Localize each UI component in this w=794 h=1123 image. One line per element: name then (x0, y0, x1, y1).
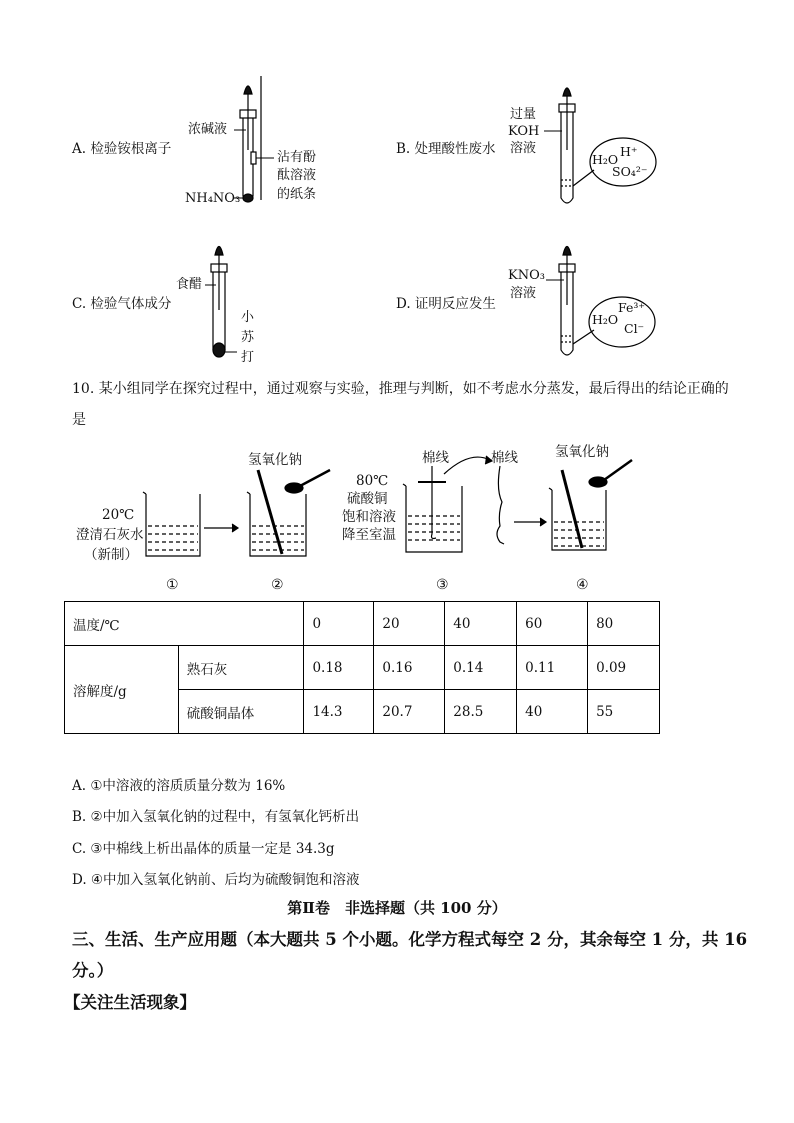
beaker1-label-solution: 澄清石灰水 (76, 527, 144, 543)
solid-label-a: NH₄NO₃ (185, 191, 241, 206)
table-cell: 80 (588, 602, 660, 646)
beaker3-label-1: 硫酸铜 (347, 491, 388, 507)
part2-title: 第Ⅱ卷 非选择题（共 100 分） (287, 899, 507, 917)
ion-label-d2: H₂O (592, 312, 619, 327)
naoh-label-2: 氢氧化钠 (555, 444, 609, 460)
solubility-table (64, 601, 660, 734)
reagent-label-b3: 溶液 (510, 141, 537, 156)
table-cell: 28.5 (445, 690, 517, 734)
table-cell: 0 (304, 602, 374, 646)
naoh-label-1: 氢氧化钠 (248, 452, 302, 468)
table-row (65, 602, 660, 646)
substance-name: 熟石灰 (178, 646, 304, 690)
q9-option-c[interactable]: C. 检验气体成分 (72, 296, 172, 312)
q10-option-a[interactable]: A. ①中溶液的溶质质量分数为 16% (72, 778, 286, 794)
q9-figures (0, 0, 794, 380)
table-cell: 0.16 (374, 646, 445, 690)
test-tube-b (559, 88, 656, 203)
reagent-label-d2: 溶液 (510, 286, 537, 301)
section3-heading-line1: 三、生活、生产应用题（本大题共 5 个小题。化学方程式每空 2 分，其余每空 1 分，共 16 (72, 930, 748, 949)
reagent-label-a: 浓碱液 (188, 122, 228, 137)
cotton-label-1: 棉线 (422, 450, 449, 466)
table-cell: 0.14 (445, 646, 517, 690)
table-cell: 0.11 (517, 646, 588, 690)
solid-label-c3: 打 (241, 350, 255, 365)
table-cell: 0.18 (304, 646, 374, 690)
reagent-label-d1: KNO₃ (508, 268, 545, 283)
ion-label-b2: H₂O (592, 152, 619, 167)
q9-option-b[interactable]: B. 处理酸性废水 (396, 141, 496, 157)
beaker3-label-3: 降至室温 (342, 527, 396, 543)
q10-stem-line2: 是 (72, 412, 86, 428)
beaker-3 (406, 486, 462, 552)
beaker3-label-2: 饱和溶液 (342, 509, 396, 525)
table-cell: 40 (517, 690, 588, 734)
q9-option-a[interactable]: A. 检验铵根离子 (72, 141, 172, 157)
beaker1-label-temp: 20℃ (102, 507, 135, 523)
reagent-label-b2: KOH (508, 124, 540, 139)
q10-option-c[interactable]: C. ③中棉线上析出晶体的质量一定是 34.3g (72, 841, 335, 857)
step-number-1: ① (166, 577, 179, 593)
table-cell: 14.3 (304, 690, 374, 734)
temp-header: 温度/℃ (65, 602, 304, 646)
beaker3-label-temp: 80℃ (356, 473, 389, 489)
reagent-label-c: 食醋 (176, 277, 203, 292)
q9-option-d[interactable]: D. 证明反应发生 (396, 296, 496, 312)
beaker-1 (146, 494, 200, 556)
table-cell: 60 (517, 602, 588, 646)
beaker1-label-note: （新制） (84, 547, 138, 563)
ion-label-d1: Fe³⁺ (618, 300, 645, 315)
section3-heading-line2: 分。） (72, 961, 114, 980)
step-number-4: ④ (576, 577, 589, 593)
cotton-label-2: 棉线 (491, 450, 518, 466)
table-cell: 0.09 (588, 646, 660, 690)
step-number-3: ③ (436, 577, 449, 593)
ion-label-b3: SO₄²⁻ (612, 164, 648, 179)
table-row (65, 646, 660, 690)
table-cell: 40 (445, 602, 517, 646)
table-cell: 20.7 (374, 690, 445, 734)
solid-label-c2: 苏 (241, 330, 255, 345)
table-cell: 55 (588, 690, 660, 734)
test-tube-c (211, 247, 227, 358)
q10-option-b[interactable]: B. ②中加入氢氧化钠的过程中，有氢氧化钙析出 (72, 809, 360, 825)
solid-label-c1: 小 (241, 310, 255, 325)
q10-option-d[interactable]: D. ④中加入氢氧化钠前、后均为硫酸铜饱和溶液 (72, 872, 360, 888)
subsection-heading: 【关注生活现象】 (64, 993, 196, 1012)
paper-label-a3: 的纸条 (277, 187, 317, 202)
reagent-label-b1: 过量 (510, 107, 537, 122)
ion-label-b1: H⁺ (620, 144, 638, 159)
test-tube-a (240, 76, 261, 202)
beaker-2 (250, 494, 306, 556)
substance-name: 硫酸铜晶体 (178, 690, 304, 734)
ion-label-d3: Cl⁻ (624, 321, 645, 336)
solubility-header: 溶解度/g (65, 646, 179, 734)
q10-stem-line1: 10. 某小组同学在探究过程中，通过观察与实验，推理与判断，如不考虑水分蒸发，最后得出的结论正确的 (72, 381, 729, 397)
step-number-2: ② (271, 577, 284, 593)
table-cell: 20 (374, 602, 445, 646)
paper-label-a1: 沾有酚 (277, 150, 317, 165)
paper-label-a2: 酞溶液 (277, 168, 317, 183)
